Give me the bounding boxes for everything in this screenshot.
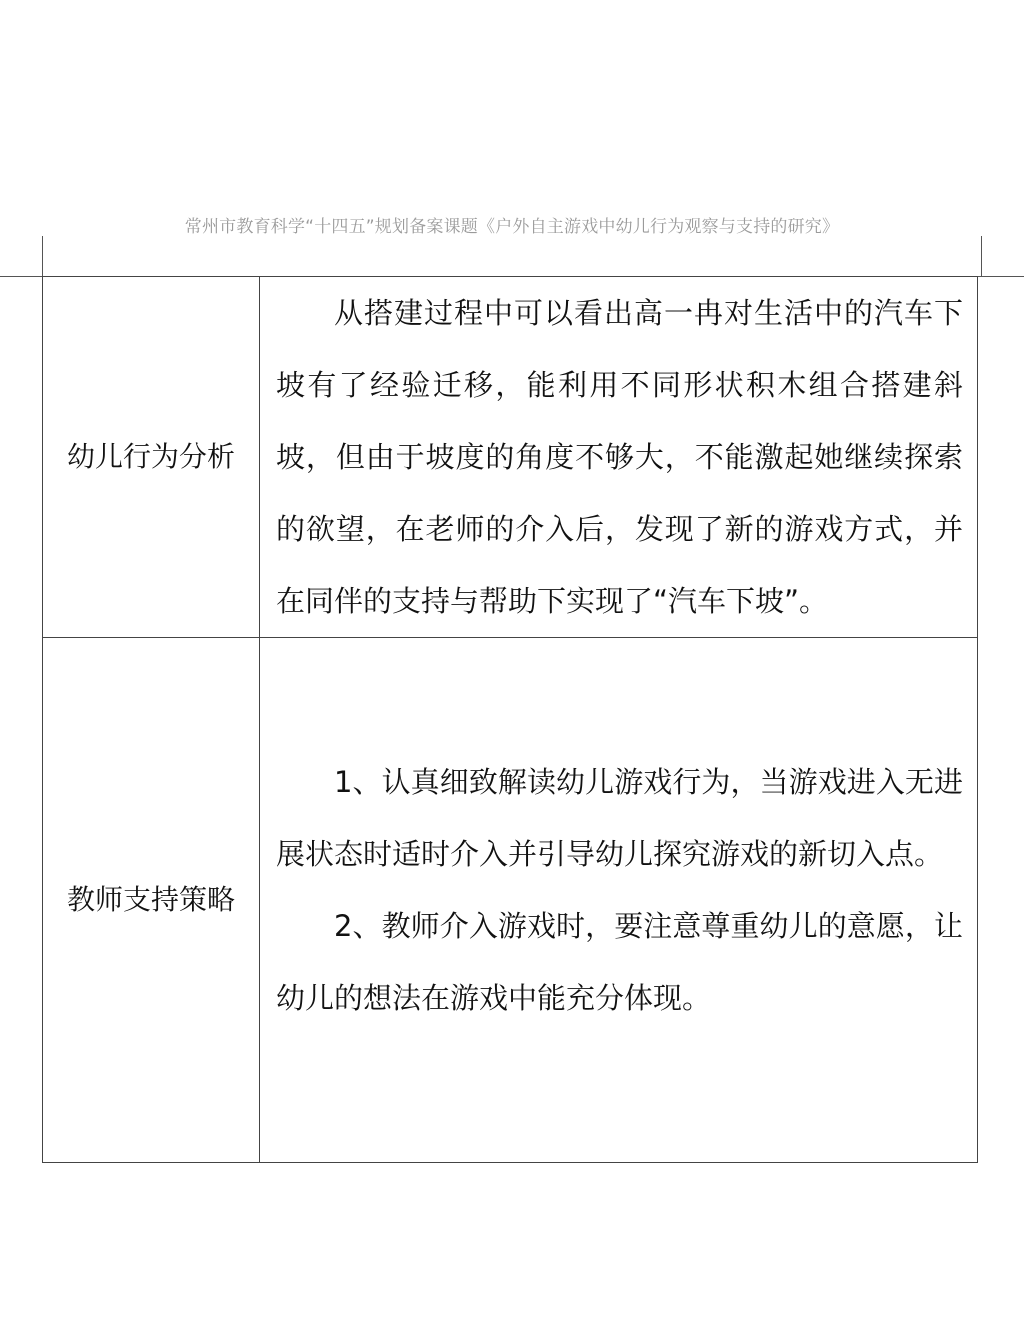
table-row-behavior-analysis: [43, 277, 978, 638]
header-right-tick: [981, 236, 982, 276]
strategy-item-1: 1、认真细致解读幼儿游戏行为，当游戏进入无进展状态时适时介入并引导幼儿探究游戏的新切入点。: [276, 765, 963, 871]
row-label-behavior-analysis: 幼儿行为分析: [43, 277, 260, 638]
page-header-title: 常州市教育科学“十四五”规划备案课题《户外自主游戏中幼儿行为观察与支持的研究》: [184, 217, 840, 237]
table-row-teacher-strategy: [43, 638, 978, 1163]
row-content-teacher-strategy: [260, 638, 978, 1163]
observation-record-table: [42, 276, 978, 1163]
analysis-paragraph: 从搭建过程中可以看出高一冉对生活中的汽车下坡有了经验迁移，能利用不同形状积木组合搭建斜坡，但由于坡度的角度不够大，不能激起她继续探索的欲望，在老师的介入后，发现了新的游戏方式，并在同伴的支持与帮助下实现了“汽车下坡”。: [276, 296, 963, 618]
header-left-tick: [42, 236, 43, 276]
strategy-item-2: 2、教师介入游戏时，要注意尊重幼儿的意愿，让幼儿的想法在游戏中能充分体现。: [276, 909, 963, 1015]
row-content-behavior-analysis: [260, 277, 978, 638]
row-label-teacher-strategy: 教师支持策略: [43, 638, 260, 1163]
